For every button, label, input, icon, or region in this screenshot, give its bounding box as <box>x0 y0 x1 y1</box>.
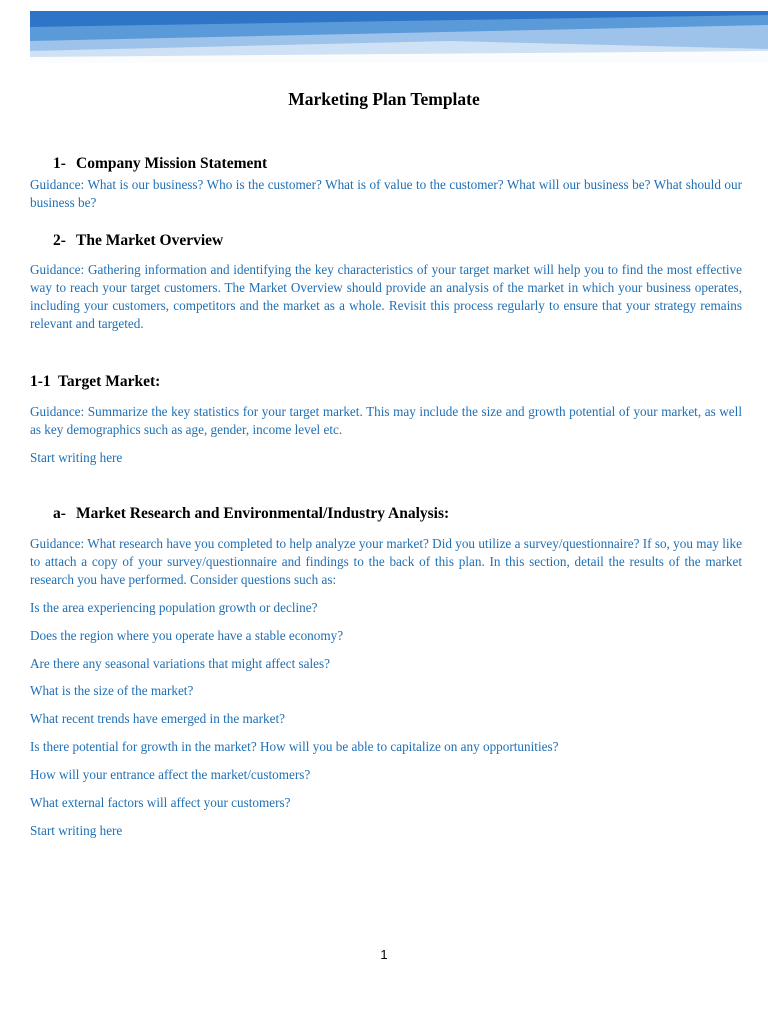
question-item: What external factors will affect your customers? <box>30 795 291 810</box>
page-number: 1 <box>380 947 388 962</box>
section-number: 2- <box>53 232 66 249</box>
section-title: Target Market: <box>58 373 161 390</box>
guidance-target-market: Guidance: Summarize the key statistics for your target market. This may include the size and growth potential of your market, as well as key demographics such as age, gender, income level etc. <box>30 404 742 437</box>
guidance-market-overview: Guidance: Gathering information and identifying the key characteristics of your target market will help you to find the most effective way to reach your target customers. The Market Overview should provide an analysis of the market in which your business operates, including your customers, competitors and the market as a whole. Revisit this process regularly to ensure that your strategy remains relevant and targeted. <box>30 262 742 331</box>
section-heading-market-research <box>53 505 449 523</box>
question-item: Does the region where you operate have a stable economy? <box>30 628 344 643</box>
document-title: Marketing Plan Template <box>288 89 480 109</box>
question-item: Are there any seasonal variations that might affect sales? <box>30 656 331 671</box>
question-item: What is the size of the market? <box>30 683 194 698</box>
section-number: 1-1 <box>30 373 51 390</box>
section-title: Company Mission Statement <box>76 155 268 172</box>
question-item: Is there potential for growth in the market? How will you be able to capitalize on any opportunities? <box>30 739 559 754</box>
section-heading-target-market <box>30 373 160 391</box>
guidance-mission: Guidance: What is our business? Who is the customer? What is of value to the customer? What will our business be? What should our business be? <box>30 177 742 210</box>
question-item: How will your entrance affect the market/customers? <box>30 767 311 782</box>
section-heading-market-overview <box>53 232 223 250</box>
question-item: What recent trends have emerged in the market? <box>30 711 285 726</box>
start-writing-placeholder[interactable]: Start writing here <box>30 823 123 838</box>
header-banner <box>30 11 768 63</box>
section-number: 1- <box>53 155 66 172</box>
section-title: The Market Overview <box>76 232 224 249</box>
question-item: Is the area experiencing population growth or decline? <box>30 600 318 615</box>
section-heading-mission <box>53 155 267 173</box>
start-writing-placeholder[interactable]: Start writing here <box>30 450 123 465</box>
section-title: Market Research and Environmental/Industry Analysis: <box>76 505 450 522</box>
guidance-market-research: Guidance: What research have you completed to help analyze your market? Did you utilize a survey/questionnaire? If so, you may like to attach a copy of your survey/questionnaire and findings to the back of this plan. In this section, detail the results of the market research you have performed. Consider questions such as: <box>30 536 742 587</box>
section-number: a- <box>53 505 66 522</box>
